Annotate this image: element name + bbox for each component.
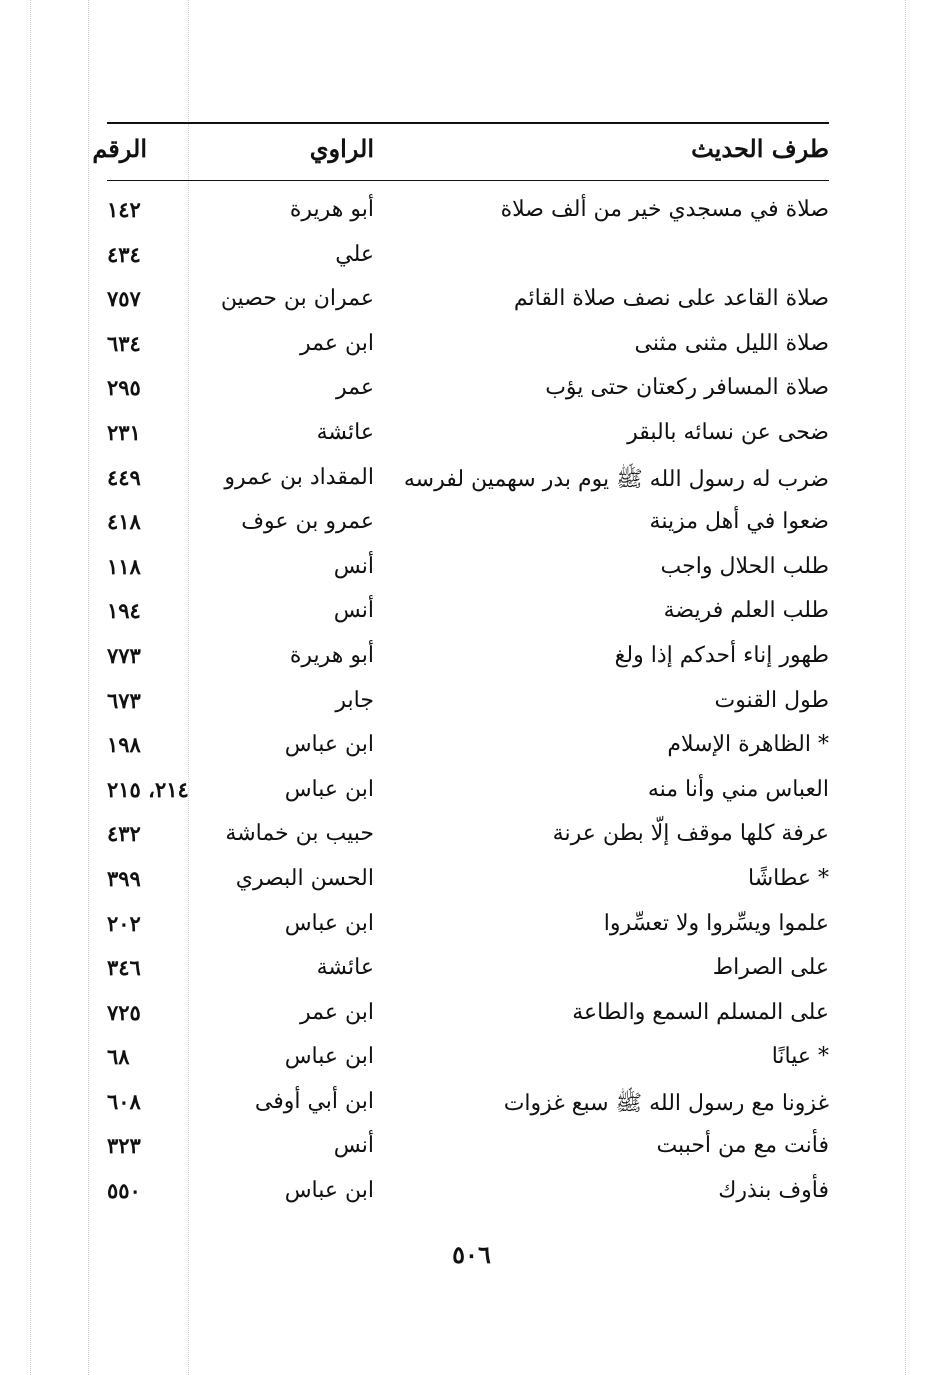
hadith-text: صلاة المسافر ركعتان حتى يؤب <box>545 375 829 401</box>
hadith-text: * عطاشًا <box>747 865 829 891</box>
hadith-number: ٧٥٧ <box>107 286 141 312</box>
narrator-name: عائشة <box>316 419 374 445</box>
scan-artifact-line <box>905 0 906 1375</box>
table-row <box>107 594 829 639</box>
scan-artifact-line <box>30 0 31 1375</box>
narrator-name: ابن عباس <box>284 1044 374 1070</box>
hadith-number: ٦٣٤ <box>107 330 141 356</box>
hadith-number: ٤١٨ <box>107 509 141 535</box>
hadith-number: ٦٧٣ <box>107 687 141 713</box>
hadith-number: ٤٣٢ <box>107 821 141 847</box>
narrator-name: عمران بن حصين <box>220 286 374 312</box>
scan-artifact-line <box>88 0 89 1375</box>
narrator-name: عمر <box>336 375 374 401</box>
narrator-name: أنس <box>333 598 374 624</box>
hadith-number: ١٤٢ <box>107 197 141 222</box>
hadith-text: فأوف بنذرك <box>718 1178 829 1204</box>
hadith-number: ١٩٤ <box>107 598 141 624</box>
narrator-name: ابن عمر <box>300 330 374 356</box>
table-row <box>107 951 829 996</box>
hadith-text: طول القنوت <box>714 687 829 713</box>
hadith-text: صلاة القاعد على نصف صلاة القائم <box>513 286 829 312</box>
table-row <box>107 684 829 729</box>
narrator-name: ابن عباس <box>284 776 374 802</box>
table-row <box>107 1085 829 1130</box>
hadith-text: عرفة كلها موقف إلّا بطن عرنة <box>552 821 829 847</box>
table-row <box>107 238 829 283</box>
hadith-text: طلب الحلال واجب <box>660 553 829 579</box>
narrator-name: عائشة <box>316 955 374 981</box>
hadith-text: على المسلم السمع والطاعة <box>572 999 829 1025</box>
hadith-text: * عيانًا <box>771 1044 829 1070</box>
hadith-text: صلاة في مسجدي خير من ألف صلاة <box>500 197 829 222</box>
hadith-number: ١٩٨ <box>107 732 141 758</box>
hadith-number: ٢١٤، ٢١٥ <box>107 776 189 802</box>
hadith-text: * الظاهرة الإسلام <box>667 732 829 758</box>
hadith-number: ٣٤٦ <box>107 955 141 981</box>
narrator-name: حبيب بن خماشة <box>225 821 374 847</box>
table-row <box>107 639 829 684</box>
table-row <box>107 282 829 327</box>
hadith-number: ٦٠٨ <box>107 1088 141 1114</box>
hadith-text: طلب العلم فريضة <box>663 598 829 624</box>
header-narrator: الراوي <box>309 134 374 163</box>
table-row <box>107 193 829 238</box>
table-row <box>107 1040 829 1085</box>
top-rule <box>107 122 829 124</box>
hadith-number: ٤٤٩ <box>107 464 141 490</box>
hadith-number: ٢٣١ <box>107 419 141 445</box>
narrator-name: ابن عباس <box>284 910 374 936</box>
table-row <box>107 907 829 952</box>
hadith-text: ضعوا في أهل مزينة <box>649 509 829 535</box>
hadith-text: علموا ويسِّروا ولا تعسِّروا <box>603 910 829 936</box>
table-row <box>107 327 829 372</box>
table-row <box>107 371 829 416</box>
hadith-text: غزونا مع رسول الله ﷺ سبع غزوات <box>503 1090 829 1116</box>
narrator-name: عمرو بن عوف <box>241 509 374 535</box>
table-row <box>107 817 829 862</box>
table-row <box>107 1129 829 1174</box>
narrator-name: علي <box>335 241 374 267</box>
hadith-number: ١١٨ <box>107 553 141 579</box>
hadith-number: ٢٩٥ <box>107 375 141 401</box>
table-row <box>107 862 829 907</box>
hadith-number: ٦٨ <box>107 1044 130 1070</box>
hadith-text: طهور إناء أحدكم إذا ولغ <box>614 642 829 668</box>
narrator-name: أبو هريرة <box>289 197 374 222</box>
table-row <box>107 996 829 1041</box>
hadith-index-table <box>107 193 829 1219</box>
hadith-number: ٧٧٣ <box>107 642 141 668</box>
table-row <box>107 1174 829 1219</box>
narrator-name: الحسن البصري <box>235 865 374 891</box>
hadith-number: ٢٠٢ <box>107 910 141 936</box>
page-number: ٥٠٦ <box>452 1240 491 1269</box>
narrator-name: أبو هريرة <box>289 642 374 668</box>
header-hadith: طرف الحديث <box>691 134 829 163</box>
table-row <box>107 505 829 550</box>
hadith-text: صلاة الليل مثنى مثنى <box>634 330 829 356</box>
table-row <box>107 461 829 506</box>
narrator-name: أنس <box>333 553 374 579</box>
hadith-text: على الصراط <box>712 955 829 981</box>
hadith-text: ضرب له رسول الله ﷺ يوم بدر سهمين لفرسه <box>403 466 829 492</box>
narrator-name: جابر <box>335 687 374 713</box>
narrator-name: ابن عباس <box>284 732 374 758</box>
table-header <box>92 128 829 172</box>
hadith-number: ٣٩٩ <box>107 865 141 891</box>
narrator-name: أنس <box>333 1133 374 1159</box>
narrator-name: ابن عباس <box>284 1178 374 1204</box>
hadith-number: ٧٢٥ <box>107 999 141 1025</box>
hadith-number: ٥٥٠ <box>107 1178 141 1204</box>
table-row <box>107 728 829 773</box>
hadith-text: ضحى عن نسائه بالبقر <box>627 419 829 445</box>
hadith-number: ٣٢٣ <box>107 1133 141 1159</box>
header-rule <box>107 180 829 181</box>
header-number: الرقم <box>92 134 147 163</box>
narrator-name: ابن عمر <box>300 999 374 1025</box>
table-row <box>107 773 829 818</box>
hadith-text: فأنت مع من أحببت <box>656 1133 829 1159</box>
hadith-number: ٤٣٤ <box>107 241 141 267</box>
narrator-name: ابن أبي أوفى <box>254 1088 374 1114</box>
table-row <box>107 416 829 461</box>
hadith-text: العباس مني وأنا منه <box>647 776 829 802</box>
table-row <box>107 550 829 595</box>
narrator-name: المقداد بن عمرو <box>224 464 374 490</box>
